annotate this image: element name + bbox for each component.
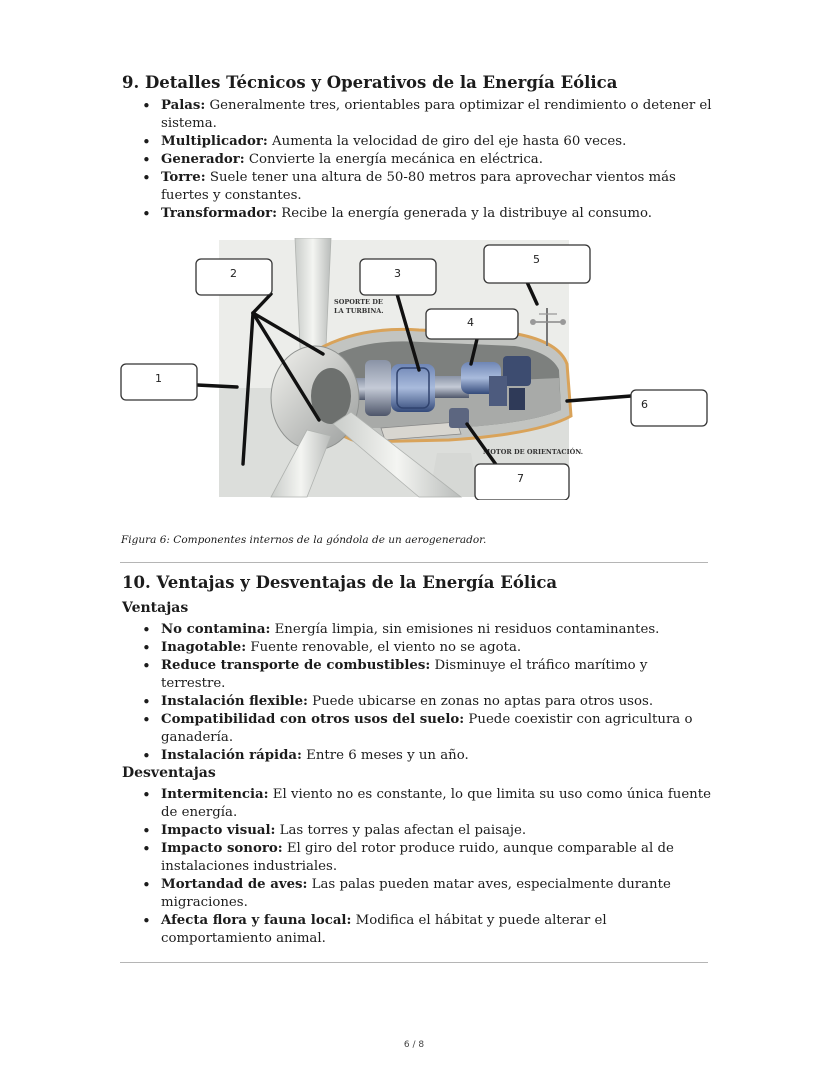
list-item: • Palas: Generalmente tres, orientables para optimizar el rendimiento o detener el sistema. [142, 97, 712, 133]
svg-text:6: 6 [641, 398, 648, 411]
section-9-list [142, 97, 712, 223]
motor-orientacion-label: MOTOR DE ORIENTACIÓN. [483, 448, 584, 456]
nacelle-diagram [119, 238, 711, 500]
callout-4 [426, 309, 518, 339]
list-item: • Multiplicador: Aumenta la velocidad de giro del eje hasta 60 veces. [142, 133, 712, 151]
callout-2 [196, 259, 272, 295]
callout-1 [121, 364, 197, 400]
svg-text:7: 7 [517, 472, 524, 485]
desventajas-list [142, 786, 712, 948]
pointer-line [197, 385, 237, 387]
list-item: • Reduce transporte de combustibles: Disminuye el tráfico marítimo y terrestre. [142, 657, 712, 693]
divider [120, 562, 708, 563]
list-item: • Mortandad de aves: Las palas pueden matar aves, especialmente durante migraciones. [142, 876, 712, 912]
list-item: • Compatibilidad con otros usos del suelo: Puede coexistir con agricultura o ganadería. [142, 711, 712, 747]
list-item: • Instalación flexible: Puede ubicarse en zonas no aptas para otros usos. [142, 693, 712, 711]
list-item: • Afecta flora y fauna local: Modifica el hábitat y puede alterar el comportamiento animal. [142, 912, 712, 948]
ventajas-list [142, 621, 712, 765]
svg-text:5: 5 [533, 253, 540, 266]
callout-5 [484, 245, 590, 283]
list-item: • Impacto sonoro: El giro del rotor produce ruido, aunque comparable al de instalaciones industriales. [142, 840, 712, 876]
page-number: 6 / 8 [403, 1040, 425, 1050]
svg-text:1: 1 [155, 372, 162, 385]
divider [120, 962, 708, 963]
svg-text:4: 4 [467, 316, 474, 329]
ventajas-heading: Ventajas [122, 600, 189, 616]
list-item: • Impacto visual: Las torres y palas afectan el paisaje. [142, 822, 712, 840]
list-item: • Instalación rápida: Entre 6 meses y un año. [142, 747, 712, 765]
list-item: • No contamina: Energía limpia, sin emisiones ni residuos contaminantes. [142, 621, 712, 639]
figure-caption: Figura 6: Componentes internos de la góndola de un aerogenerador. [121, 534, 487, 546]
section-9-heading: 9. Detalles Técnicos y Operativos de la Energía Eólica [122, 73, 618, 92]
callout-7 [475, 464, 569, 500]
desventajas-heading: Desventajas [122, 765, 216, 781]
svg-text:3: 3 [394, 267, 401, 280]
list-item: • Transformador: Recibe la energía generada y la distribuye al consumo. [142, 205, 712, 223]
svg-text:2: 2 [230, 267, 237, 280]
callout-3 [360, 259, 436, 295]
callout-6 [631, 390, 707, 426]
list-item: • Generador: Convierte la energía mecánica en eléctrica. [142, 151, 712, 169]
list-item: • Torre: Suele tener una altura de 50-80 metros para aprovechar vientos más fuertes y constantes. [142, 169, 712, 205]
soporte-label: LA TURBINA. [334, 307, 384, 315]
list-item: • Inagotable: Fuente renovable, el viento no se agota. [142, 639, 712, 657]
section-10-heading: 10. Ventajas y Desventajas de la Energía Eólica [122, 573, 558, 592]
list-item: • Intermitencia: El viento no es constante, lo que limita su uso como única fuente de energía. [142, 786, 712, 822]
soporte-label: SOPORTE DE [334, 298, 383, 306]
pointer-line [567, 396, 631, 401]
